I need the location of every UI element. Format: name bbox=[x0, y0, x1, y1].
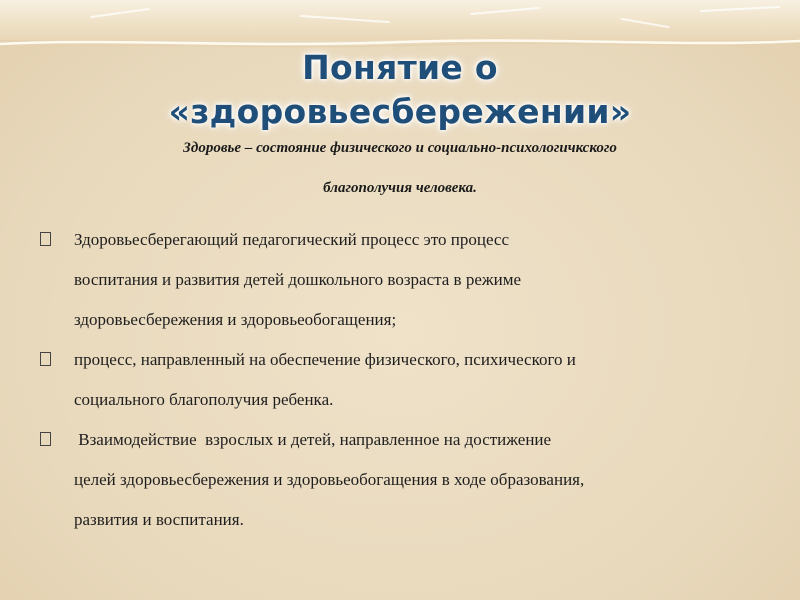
title-line-1: Понятие о bbox=[302, 48, 498, 87]
list-item bbox=[36, 340, 766, 420]
bullet-line: социального благополучия ребенка. bbox=[74, 390, 334, 409]
bullet-line: воспитания и развития детей дошкольного возраста в режиме bbox=[74, 270, 522, 289]
list-item bbox=[36, 420, 766, 540]
bullet-list bbox=[36, 220, 766, 540]
bullet-line: развития и воспитания. bbox=[74, 510, 244, 529]
title-line-2: «здоровьесбережении» bbox=[168, 92, 632, 131]
bullet-line: здоровьесбережения и здоровьеобогащения; bbox=[74, 310, 397, 329]
decorative-top-band bbox=[0, 0, 800, 40]
definition-text bbox=[60, 128, 740, 208]
definition-line-1: Здоровье – состояние физического и социально-психологичкского bbox=[183, 140, 617, 156]
definition-line-2: благополучия человека. bbox=[323, 180, 477, 196]
bullet-line: Взаимодействие взрослых и детей, направленное на достижение bbox=[74, 430, 552, 449]
bullet-box-icon bbox=[40, 232, 51, 246]
bullet-line: Здоровьесберегающий педагогический процесс это процесс bbox=[74, 230, 510, 249]
bullet-line: процесс, направленный на обеспечение физического, психического и bbox=[74, 350, 576, 369]
bullet-line: целей здоровьесбережения и здоровьеобогащения в ходе образования, bbox=[74, 470, 585, 489]
slide-title bbox=[0, 46, 800, 134]
bullet-box-icon bbox=[40, 432, 51, 446]
bullet-box-icon bbox=[40, 352, 51, 366]
list-item bbox=[36, 220, 766, 340]
